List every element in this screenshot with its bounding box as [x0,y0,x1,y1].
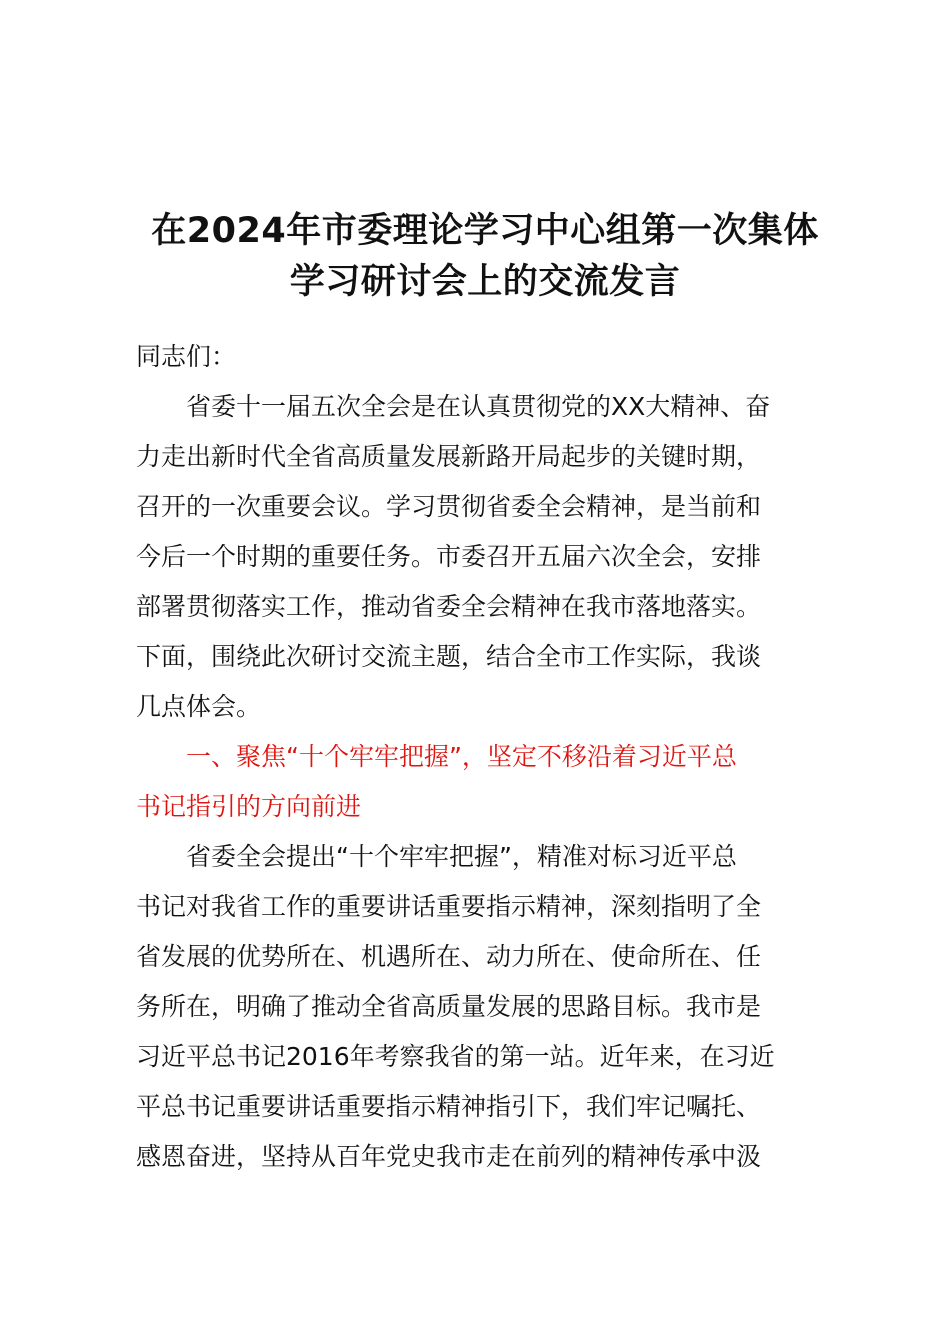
section-heading-1-line: 书记指引的方向前进 [136,792,362,821]
paragraph-1 [136,382,851,732]
paragraph-1-line: 力走出新时代全省高质量发展新路开局起步的关键时期， [136,442,762,471]
document-title [130,206,840,308]
paragraph-2-line: 务所在，明确了推动全省高质量发展的思路目标。我市是 [136,992,762,1021]
paragraph-1-line: 下面，围绕此次研讨交流主题，结合全市工作实际，我谈 [136,642,762,671]
paragraph-1-line: 省委十一届五次全会是在认真贯彻党的XX大精神、奋 [186,392,771,421]
paragraph-2-line: 省委全会提出“十个牢牢把握”，精准对标习近平总 [186,842,737,871]
title-line-1: 在2024年市委理论学习中心组第一次集体 [151,211,819,251]
paragraph-2-line: 省发展的优势所在、机遇所在、动力所在、使命所在、任 [136,942,762,971]
paragraph-2-line: 感恩奋进，坚持从百年党史我市走在前列的精神传承中汲 [136,1142,762,1171]
document-body [136,332,851,1182]
paragraph-1-line: 召开的一次重要会议。学习贯彻省委全会精神，是当前和 [136,492,762,521]
paragraph-2-line: 习近平总书记2016年考察我省的第一站。近年来，在习近 [136,1042,775,1071]
paragraph-2-line: 平总书记重要讲话重要指示精神指引下，我们牢记嘱托、 [136,1092,762,1121]
paragraph-1-line: 几点体会。 [136,692,262,721]
paragraph-1-line: 今后一个时期的重要任务。市委召开五届六次全会，安排 [136,542,762,571]
paragraph-2-line: 书记对我省工作的重要讲话重要指示精神，深刻指明了全 [136,892,762,921]
section-heading-1-line: 一、聚焦“十个牢牢把握”，坚定不移沿着习近平总 [186,742,737,771]
paragraph-1-line: 部署贯彻落实工作，推动省委全会精神在我市落地落实。 [136,592,762,621]
salutation: 同志们： [136,342,237,371]
title-line-2: 学习研讨会上的交流发言 [289,262,681,302]
section-heading-1 [136,732,851,832]
paragraph-2 [136,832,851,1182]
